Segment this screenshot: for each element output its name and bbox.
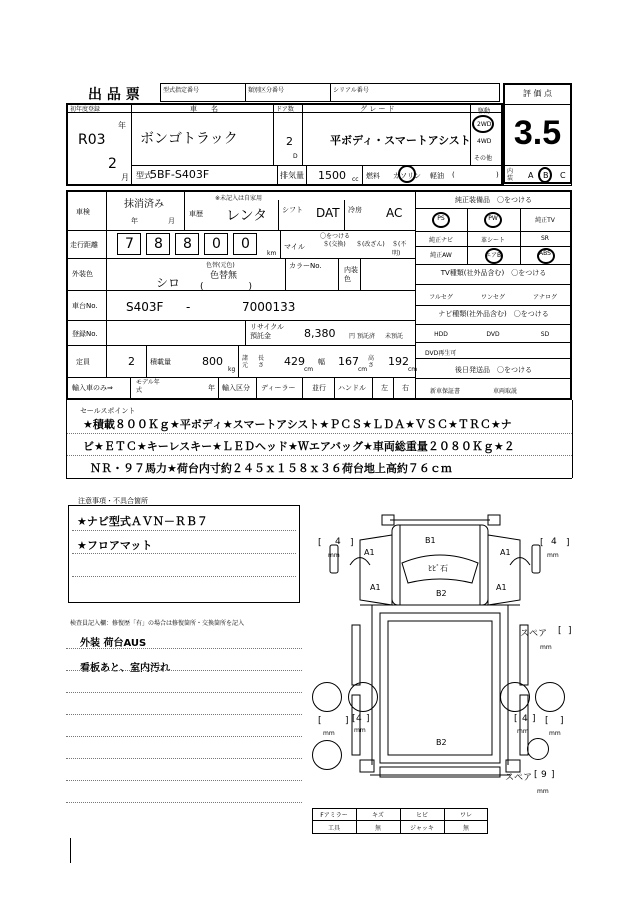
navi-title: ナビ種類(社外品含む) 〇をつける [438, 310, 549, 318]
sales-line-2: ビ★ＥＴＣ★キーレスキー★ＬＥＤヘッド★Ｗエアバッグ★車両総重量２０８０Ｋｇ★２ [83, 440, 515, 453]
mileage-digit-4: 0 [241, 236, 250, 252]
drive-4wd: 4WD [477, 138, 492, 145]
interior-b-circle [538, 167, 552, 183]
label-a1-l: A1 [370, 583, 381, 592]
first-reg-month: 2 [108, 156, 117, 172]
equip-2-1: エアB [484, 252, 502, 259]
label-a1-fr: A1 [500, 548, 511, 557]
inspector-line-rule-7 [66, 802, 302, 803]
tv-item-1: ワンセグ [480, 294, 505, 301]
inspector-line-rule-3 [66, 714, 302, 715]
page-title: 出 品 票 [88, 87, 140, 103]
drive-other: その他 [474, 155, 493, 162]
import-type-label: 輸入区分 [222, 384, 250, 392]
car-name-value: ボンゴトラック [140, 131, 238, 147]
spare-label: スペア [505, 773, 533, 783]
label-windshield: ﾋﾋﾞ石 [428, 564, 448, 573]
tools-value-0: 工具 [327, 825, 340, 832]
tools-value-2: ジャッキ [410, 825, 434, 832]
tire-rl-depth: 4 [356, 714, 362, 724]
load-label: 積載量 [150, 358, 171, 366]
drive-2wd: 2WD [477, 121, 492, 128]
tire-rr-inner-icon [535, 682, 565, 712]
inspector-line-rule-1 [66, 670, 302, 671]
equip-0-1: PW [488, 215, 498, 222]
first-reg-era: R03 [78, 132, 106, 148]
tire-rl2-unit: mm [354, 727, 366, 734]
reg-no-label: 登録No. [72, 330, 98, 338]
mileage-label: 走行距離 [70, 241, 98, 249]
label-a1-r: A1 [496, 583, 507, 592]
height-label: 高さ [368, 355, 375, 369]
door-label: ドア数 [276, 106, 294, 113]
inspector-line-rule-6 [66, 780, 302, 781]
ext-color-value: シロ [156, 276, 181, 290]
recycle-value: 8,380 [304, 327, 336, 340]
chassis-dash: - [186, 300, 191, 314]
inspector-line-1: 外装 荷台AUS [80, 638, 147, 649]
mileage-digit-3: 0 [212, 236, 221, 252]
equipment-title: 純正装備品 〇をつける [455, 196, 532, 204]
month-unit: 月 [121, 173, 129, 182]
width-label: 幅 [318, 358, 325, 366]
notes-line-1: ★ナビ型式ＡＶＮ－ＲＢ７ [77, 515, 208, 528]
tire-rl-inner-icon [348, 682, 378, 712]
shift-label: シフト [282, 206, 303, 214]
model-value: 5BF-S403F [150, 168, 210, 181]
sales-line-3: ＮＲ・９７馬力★荷台内寸約２４５ｘ１５８ｘ３６荷台地上高約７６ｃｍ [90, 462, 452, 475]
ac-label: 冷房 [348, 206, 362, 214]
mileage-digit-0: 7 [125, 236, 134, 252]
mile-unknown: ＄(不明) [392, 241, 407, 257]
inspector-line-rule-2 [66, 692, 302, 693]
dims-label: 諸元 [242, 355, 249, 369]
km-unit: km [267, 250, 277, 257]
chassis-label: 車台No. [72, 302, 98, 310]
color-change-value: 色替無 [210, 271, 238, 281]
inspector-line-rule-0 [66, 648, 302, 649]
tools-header-2: ヒビ [415, 812, 428, 819]
grade-label: グ レ ー ド [360, 105, 395, 113]
serial-label: シリアル番号 [333, 87, 369, 94]
equip-0-2: 純正TV [535, 217, 555, 224]
equip-2-0: 純正AW [430, 252, 452, 259]
label-b2-bottom: B2 [436, 738, 447, 747]
spare-label-top: スペア [520, 629, 548, 639]
history-label: 車歴 [189, 210, 203, 218]
tire-fl-unit: mm [328, 552, 340, 559]
tv-item-2: アナログ [532, 294, 557, 301]
mileage-digit-1: 8 [154, 236, 163, 252]
shift-value: DAT [316, 206, 340, 220]
import-type-parallel: 並行 [312, 384, 326, 392]
interior-label: 内装 [507, 168, 514, 182]
later-item-1: 車両取説 [492, 388, 517, 395]
kg-unit: kg [228, 366, 236, 373]
handle-right: 右 [402, 384, 409, 392]
ac-value: AC [386, 206, 403, 220]
score-label: 評 価 点 [522, 89, 553, 98]
notes-label: 注意事項・不具合箇所 [78, 497, 148, 505]
ps-circle [432, 212, 450, 228]
later-title: 後日発送品 〇をつける [455, 366, 532, 374]
tire-rl-unit: mm [323, 730, 335, 737]
insp-month-unit: 月 [168, 217, 175, 225]
door-d: D [293, 153, 298, 160]
model-code-label: 型式指定番号 [163, 87, 200, 94]
mile-label: マイル [284, 243, 305, 251]
auction-sheet-page: 出 品 票 型式指定番号 類別区分番号 シリアル番号 評 価 点 3.5 初年度登録 車 名 ドア数 グ レ ー ド R03 年 2 月 ボンゴトラック 2 D 平ボディ・スマートアシスト 駆動 2WD 4WD その他 型式 5BF-S403F 排気量 1500 cc 燃料 ガソリン 軽油 ( ) 内装 A B C 車検 抹消済み 年 月 ※未記入は自家用 車歴 レンタ シフト DAT 冷房 AC 走行距離 7 8 8 0 0 km 〇をつける マイル ＄(交換) ＄(改ざん) ＄(不明) 外装色 シロ 色替(元色) 色替無 ( ) カラーNo. 内装色 車台No. S403F - 7000133 登録No. リサイクル預託金 8,380 円 預託済 未預託 定員 2 積載量 800 kg 諸元 長さ 429 cm 幅 167 cm 高さ 192 cm 輸入車のみ⇒ モデル年式 年 輸入区分 ディーラー 並行 ハンドル 左 右 純正装備品 〇をつける PS PW 純正TV 純正ナビ 革シート SR 純正AW エアB ABS TV種類(社外品含む) 〇をつける ナビ種類(社外品含む) 〇をつける DVD再生可 後日発送品 〇をつける フルセグ ワンセグ アナログ HDD DVD SD 新車保証書 車両取説 セールスポイント ★積載８００Ｋｇ★平ボディ★スマートアシスト★ＰＣＳ★ＬＤＡ★ＶＳＣ★ＴＲＣ★ナ ビ★ＥＴＣ★キーレスキー★ＬＥＤヘッド★Ｗエアバッグ★車両総重量２０８０Ｋｇ★２ ＮＲ・９７馬力★荷台内寸約２４５ｘ１５８ｘ３６荷台地上高約７６ｃｍ 注意事項・不具合箇所 ★ナビ型式ＡＶＮ－ＲＢ７ ★フロアマット 検査員記入欄：修復歴「有」の場合は修復箇所・交換箇所を記入 外装 荷台AUS 看板あと、室内汚れ B1 A1 A1 A1 A1 ﾋﾋﾞ石 B2 B2 [ 4 ] mm [ 4 ] mm スペア [ ] mm [ ] [ 4 ] mm mm [ 4 ] [ ] mm mm スペア [ 9 ] mm Fアミラー キズ ヒビ ワレ 工具 無 ジャッキ 無 [0, 0, 640, 904]
inspector-label: 検査員記入欄：修復歴「有」の場合は修復箇所・交換箇所を記入 [70, 620, 245, 627]
fuel-gas-circle [398, 165, 416, 183]
tire-rl-outer-icon [312, 682, 342, 712]
navi-item-1: DVD [486, 331, 500, 338]
sales-line-1: ★積載８００Ｋｇ★平ボディ★スマートアシスト★ＰＣＳ★ＬＤＡ★ＶＳＣ★ＴＲＣ★ナ [83, 418, 512, 431]
chassis-number: 7000133 [242, 300, 296, 314]
handle-left: 左 [381, 384, 388, 392]
insp-year-unit: 年 [131, 217, 138, 225]
mileage-digit-2: 8 [183, 236, 192, 252]
color-no-label: カラーNo. [289, 262, 322, 270]
fuel-paren: ( [452, 171, 455, 179]
tire-rl2-icon [312, 740, 342, 770]
handle-label: ハンドル [338, 384, 366, 392]
label-b2-top: B2 [436, 589, 447, 598]
tire-rr-outer-icon [500, 682, 530, 712]
width-cm: cm [358, 366, 368, 373]
inspector-line-2: 看板あと、室内汚れ [80, 663, 170, 674]
tv-title: TV種類(社外品含む) 〇をつける [440, 269, 547, 277]
length-cm: cm [304, 366, 314, 373]
inspection-value: 抹消済み [124, 199, 164, 210]
tire-rr2-unit: mm [549, 730, 561, 737]
spare-icon [527, 738, 549, 760]
pw-circle [484, 212, 502, 228]
ext-color-label: 外装色 [72, 270, 93, 278]
equip-0-0: PS [437, 215, 445, 222]
fuel-label: 燃料 [366, 172, 380, 180]
interior-c: C [560, 171, 566, 180]
int-color-label: 内装色 [344, 266, 358, 283]
interior-b: B [543, 171, 549, 180]
sales-points-label: セールスポイント [80, 407, 136, 415]
displacement-value: 1500 [318, 169, 346, 182]
history-note: ※未記入は自家用 [215, 195, 263, 202]
model-year-unit: 年 [208, 384, 215, 392]
length-value: 429 [284, 355, 305, 368]
airbag-circle [485, 248, 503, 264]
spare-depth: 9 [541, 770, 547, 780]
height-cm: cm [408, 366, 418, 373]
navi-item-0: HDD [434, 331, 448, 338]
import-type-dealer: ディーラー [261, 384, 296, 392]
tools-value-1: 無 [374, 825, 381, 832]
car-name-label: 車 名 [190, 105, 218, 113]
class-code-label: 類別区分番号 [248, 87, 285, 94]
first-reg-label: 初年度登録 [70, 106, 101, 113]
drive-2wd-circle [472, 115, 494, 133]
chassis-model: S403F [126, 300, 164, 314]
model-label: 型式 [136, 171, 152, 180]
mile-alter: ＄(改ざん) [356, 241, 385, 248]
length-label: 長さ [258, 355, 265, 369]
mile-note: 〇をつける [320, 233, 351, 240]
model-year-label: モデル年式 [136, 379, 160, 394]
import-label: 輸入車のみ⇒ [72, 384, 113, 392]
grade-value: 平ボディ・スマートアシスト [330, 134, 471, 147]
inspection-label: 車検 [76, 208, 90, 216]
capacity-value: 2 [128, 355, 135, 368]
tools-value-3: 無 [462, 825, 469, 832]
inspector-line-rule-5 [66, 758, 302, 759]
inspector-line-rule-4 [66, 736, 302, 737]
capacity-label: 定員 [76, 358, 90, 366]
navi-item-2: SD [540, 331, 550, 338]
tire-rr-depth: 4 [522, 714, 528, 724]
tire-fr-depth: 4 [551, 537, 557, 547]
label-a1-fl: A1 [364, 548, 375, 557]
height-value: 192 [388, 355, 409, 368]
recycle-unit: 円 [349, 333, 356, 340]
tire-rr-unit: mm [517, 728, 529, 735]
tire-fr-unit: mm [547, 552, 559, 559]
later-item-0: 新車保証書 [429, 388, 460, 395]
width-value: 167 [338, 355, 359, 368]
equip-1-1: 革シート [480, 237, 505, 244]
history-value: レンタ [226, 208, 268, 224]
color-change-label: 色替(元色) [206, 262, 235, 269]
equip-1-2: SR [541, 235, 549, 242]
label-b1: B1 [425, 536, 436, 545]
tire-fl-depth: 4 [335, 537, 341, 547]
recycle-unpaid: 未預託 [385, 333, 404, 340]
fuel-gasoline: ガソリン [393, 172, 421, 180]
year-unit: 年 [118, 121, 126, 130]
recycle-paid: 預託済 [357, 333, 376, 340]
interior-a: A [528, 171, 534, 180]
recycle-label: リサイクル預託金 [250, 323, 285, 340]
mile-swap: ＄(交換) [323, 241, 346, 248]
color-paren: ( ) [200, 282, 253, 292]
displacement-label: 排気量 [280, 171, 304, 180]
drive-label: 駆動 [478, 108, 491, 115]
load-value: 800 [202, 355, 223, 368]
door-count: 2 [286, 135, 293, 148]
score-value: 3.5 [513, 114, 562, 152]
navi-dvd-play: DVD再生可 [425, 350, 457, 357]
notes-line-2: ★フロアマット [77, 539, 153, 552]
cc-unit: cc [352, 176, 359, 183]
abs-circle [537, 248, 555, 264]
tools-header-0: Fアミラー [320, 812, 348, 819]
tools-header-3: ワレ [459, 812, 472, 819]
equip-2-2: ABS [539, 250, 551, 257]
fuel-light-oil: 軽油 [430, 172, 444, 180]
spare-top-unit: mm [540, 644, 552, 651]
tv-item-0: フルセグ [429, 294, 453, 301]
spare-unit: mm [537, 788, 549, 795]
tools-header-1: キズ [372, 812, 384, 819]
equip-1-0: 純正ナビ [428, 237, 453, 244]
